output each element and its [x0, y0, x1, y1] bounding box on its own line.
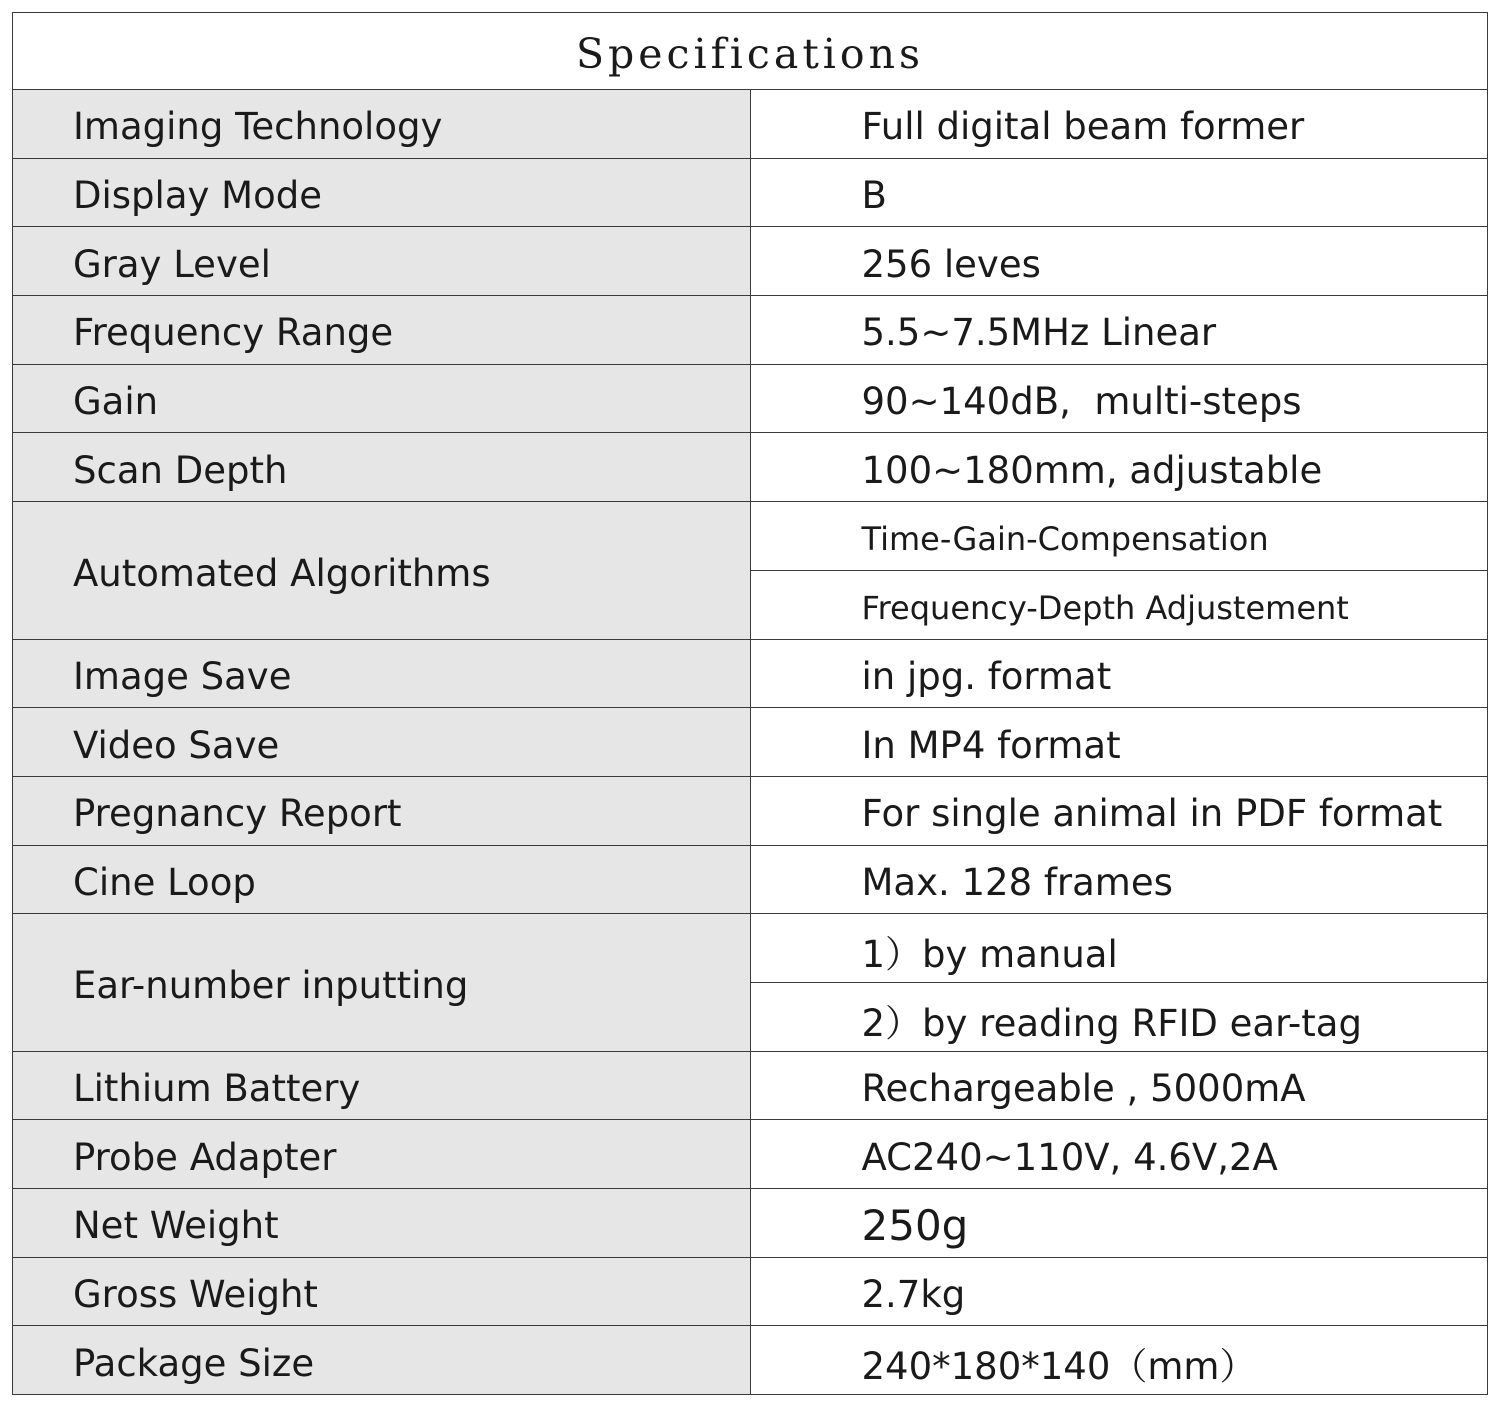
spec-value-cell — [750, 227, 1488, 296]
spec-label: Display Mode — [73, 174, 322, 218]
spec-label: Cine Loop — [73, 860, 256, 904]
table-row — [13, 845, 1488, 914]
spec-label-cell — [13, 845, 751, 914]
table-row — [13, 1189, 1488, 1258]
spec-value: 240*180*140（mm） — [861, 1345, 1257, 1389]
spec-value: 256 leves — [861, 242, 1041, 286]
spec-value-cell — [750, 1257, 1488, 1326]
spec-value-cell — [750, 570, 1488, 639]
spec-value-cell — [750, 90, 1488, 159]
spec-label: Gross Weight — [73, 1273, 318, 1317]
spec-value: Rechargeable , 5000mA — [861, 1066, 1306, 1110]
spec-label: Imaging Technology — [73, 105, 443, 149]
spec-value: in jpg. format — [861, 654, 1112, 698]
spec-value: In MP4 format — [861, 723, 1121, 767]
spec-value-cell — [750, 708, 1488, 777]
table-row — [13, 227, 1488, 296]
spec-label-cell — [13, 364, 751, 433]
spec-label-cell — [13, 708, 751, 777]
table-row — [13, 502, 1488, 571]
spec-value-cell — [750, 1120, 1488, 1189]
spec-value-cell — [750, 1051, 1488, 1120]
spec-value: 250g — [861, 1201, 969, 1251]
spec-label-cell — [13, 1257, 751, 1326]
spec-label: Lithium Battery — [73, 1066, 361, 1110]
spec-value: 90~140dB, multi-steps — [861, 380, 1302, 424]
spec-value: Frequency-Depth Adjustement — [861, 588, 1349, 627]
table-row — [13, 158, 1488, 227]
table-row — [13, 364, 1488, 433]
spec-label-cell — [13, 1326, 751, 1395]
spec-label-cell — [13, 1189, 751, 1258]
spec-label: Frequency Range — [73, 311, 394, 355]
table-row — [13, 433, 1488, 502]
spec-label-cell — [13, 914, 751, 1051]
table-row — [13, 776, 1488, 845]
spec-label-cell — [13, 639, 751, 708]
spec-value: Full digital beam former — [861, 105, 1305, 149]
spec-label: Automated Algorithms — [73, 551, 491, 595]
table-row — [13, 296, 1488, 365]
spec-label: Gray Level — [73, 242, 271, 286]
spec-value: 1）by manual — [861, 933, 1118, 977]
table-row — [13, 90, 1488, 159]
spec-label: Video Save — [73, 723, 280, 767]
spec-value-cell — [750, 158, 1488, 227]
spec-value: Max. 128 frames — [861, 860, 1173, 904]
spec-label: Ear-number inputting — [73, 963, 469, 1007]
spec-label: Package Size — [73, 1341, 315, 1385]
spec-value: AC240~110V, 4.6V,2A — [861, 1135, 1278, 1179]
spec-value-cell — [750, 502, 1488, 571]
spec-value-cell — [750, 776, 1488, 845]
spec-value: 2.7kg — [861, 1273, 966, 1317]
spec-value-cell — [750, 364, 1488, 433]
table-row — [13, 1326, 1488, 1395]
spec-rows — [13, 90, 1488, 1395]
spec-value: For single animal in PDF format — [861, 792, 1443, 836]
table-row — [13, 1120, 1488, 1189]
table-row — [13, 1051, 1488, 1120]
spec-value-cell — [750, 845, 1488, 914]
spec-value-cell — [750, 982, 1488, 1051]
spec-label-cell — [13, 1051, 751, 1120]
spec-label-cell — [13, 158, 751, 227]
spec-label: Probe Adapter — [73, 1135, 337, 1179]
spec-value: B — [861, 174, 887, 218]
spec-label: Image Save — [73, 654, 292, 698]
spec-value: 2）by reading RFID ear-tag — [861, 1001, 1362, 1045]
spec-label-cell — [13, 227, 751, 296]
spec-label-cell — [13, 296, 751, 365]
spec-value-cell — [750, 639, 1488, 708]
spec-value-cell — [750, 914, 1488, 983]
spec-value: 5.5~7.5MHz Linear — [861, 311, 1217, 355]
spec-label-cell — [13, 502, 751, 639]
specifications-table — [12, 12, 1488, 1395]
table-title: Specifications — [13, 13, 1488, 90]
spec-label: Gain — [73, 380, 159, 424]
spec-label-cell — [13, 1120, 751, 1189]
table-row — [13, 914, 1488, 983]
table-row — [13, 1257, 1488, 1326]
spec-value-cell — [750, 1189, 1488, 1258]
spec-value-cell — [750, 1326, 1488, 1395]
table-row — [13, 708, 1488, 777]
spec-label-cell — [13, 433, 751, 502]
spec-value: Time-Gain-Compensation — [861, 519, 1269, 558]
spec-value-cell — [750, 296, 1488, 365]
spec-value-cell — [750, 433, 1488, 502]
table-row — [13, 639, 1488, 708]
spec-label-cell — [13, 776, 751, 845]
spec-label: Net Weight — [73, 1204, 279, 1248]
spec-value: 100~180mm, adjustable — [861, 448, 1323, 492]
spec-label: Pregnancy Report — [73, 792, 402, 836]
spec-label: Scan Depth — [73, 448, 288, 492]
spec-label-cell — [13, 90, 751, 159]
